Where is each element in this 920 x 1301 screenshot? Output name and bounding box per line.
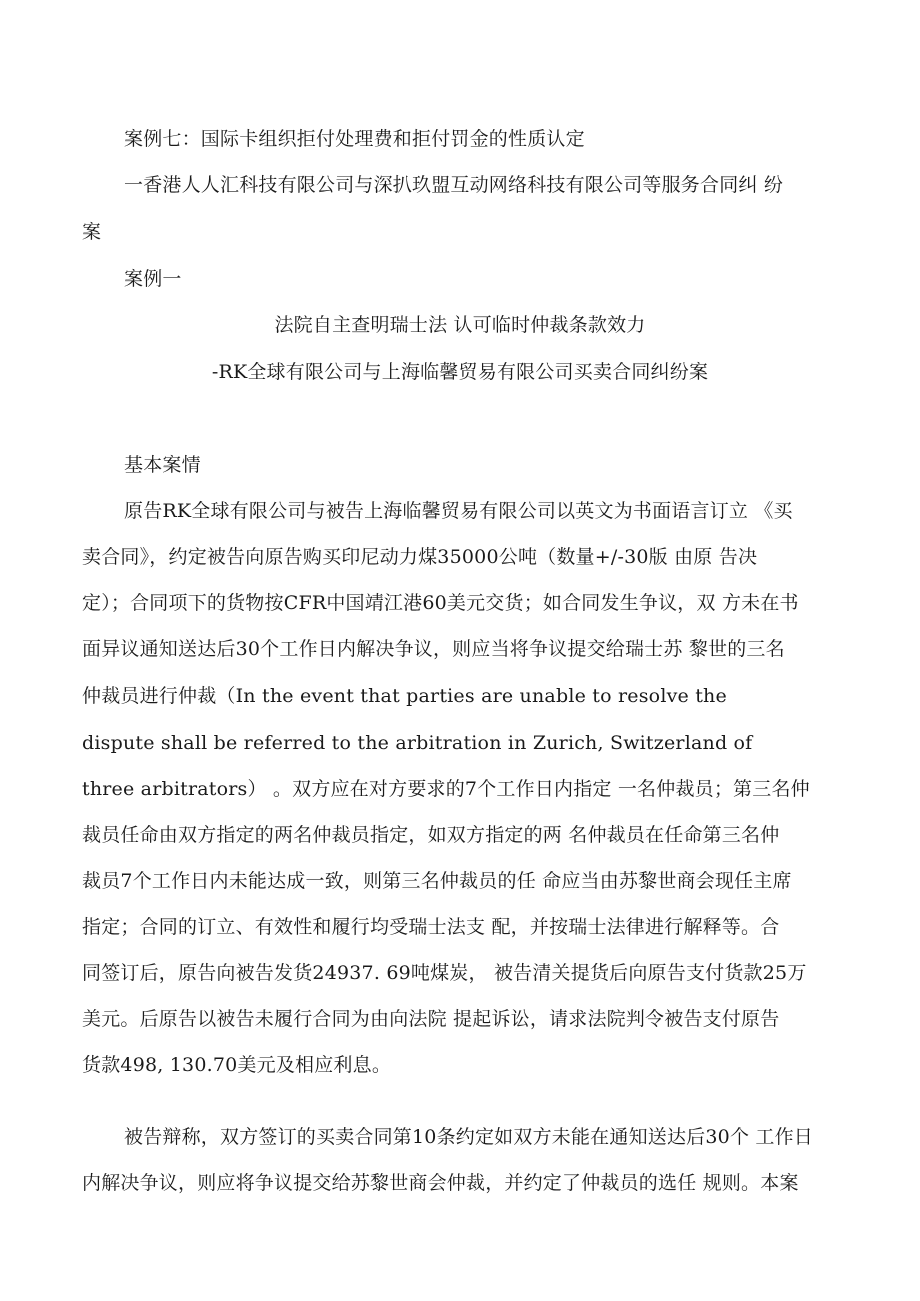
paragraph2-line: 内解决争议，则应将争议提交给苏黎世商会仲裁，并约定了仲裁员的选任 规则。本案 — [82, 1172, 799, 1194]
paragraph1-line: 卖合同》，约定被告向原告购买印尼动力煤35000公吨（数量+/-30版 由原 告决 — [82, 546, 758, 568]
paragraph1-line: 指定；合同的订立、有效性和履行均受瑞士法支 配，并按瑞士法律进行解释等。合 — [82, 916, 780, 938]
paragraph1-line: 美元。后原告以被告未履行合同为由向法院 提起诉讼，请求法院判令被告支付原告 — [82, 1008, 780, 1030]
paragraph1-line: three arbitrators） 。双方应在对方要求的7个工作日内指定 一名仲裁员；第三名仲 — [82, 778, 810, 800]
paragraph1-line: 同签订后，原告向被告发货24937. 69吨煤炭， 被告清关提货后向原告支付货款25万 — [82, 962, 807, 984]
paragraph1-line: 定）；合同项下的货物按CFR中国靖江港60美元交货；如合同发生争议，双 方未在书 — [82, 592, 799, 614]
case7-subtitle-line2: 案 — [82, 221, 102, 243]
paragraph1-line: 仲裁员进行仲裁（In the event that parties are unable to resolve the — [82, 685, 727, 707]
paragraph1-line: 面异议通知送达后30个工作日内解决争议，则应当将争议提交给瑞士苏 黎世的三名 — [82, 638, 785, 660]
paragraph2-line: 被告辩称，双方签订的买卖合同第10条约定如双方未能在通知送达后30个 工作日 — [124, 1126, 813, 1148]
paragraph1-line: 货款498, 130.70美元及相应利息。 — [82, 1054, 392, 1076]
paragraph1-line: dispute shall be referred to the arbitration in Zurich, Switzerland of — [82, 732, 753, 754]
case7-title: 案例七：国际卡组织拒付处理费和拒付罚金的性质认定 — [124, 128, 585, 150]
case1-subtitle: -RK全球有限公司与上海临馨贸易有限公司买卖合同纠纷案 — [211, 361, 709, 383]
paragraph1-line: 裁员任命由双方指定的两名仲裁员指定，如双方指定的两 名仲裁员在任命第三名仲 — [82, 824, 780, 846]
paragraph1-line: 裁员7个工作日内未能达成一致，则第三名仲裁员的任 命应当由苏黎世商会现任主席 — [82, 870, 792, 892]
case1-label: 案例一 — [124, 268, 182, 290]
case1-title: 法院自主查明瑞士法 认可临时仲裁条款效力 — [274, 314, 646, 336]
case7-subtitle-line1: 一香港人人汇科技有限公司与深扒玖盟互动网络科技有限公司等服务合同纠 纷 — [124, 174, 784, 196]
paragraph1-line: 原告RK全球有限公司与被告上海临馨贸易有限公司以英文为书面语言订立 《买 — [124, 500, 793, 522]
section-heading: 基本案情 — [124, 454, 201, 476]
